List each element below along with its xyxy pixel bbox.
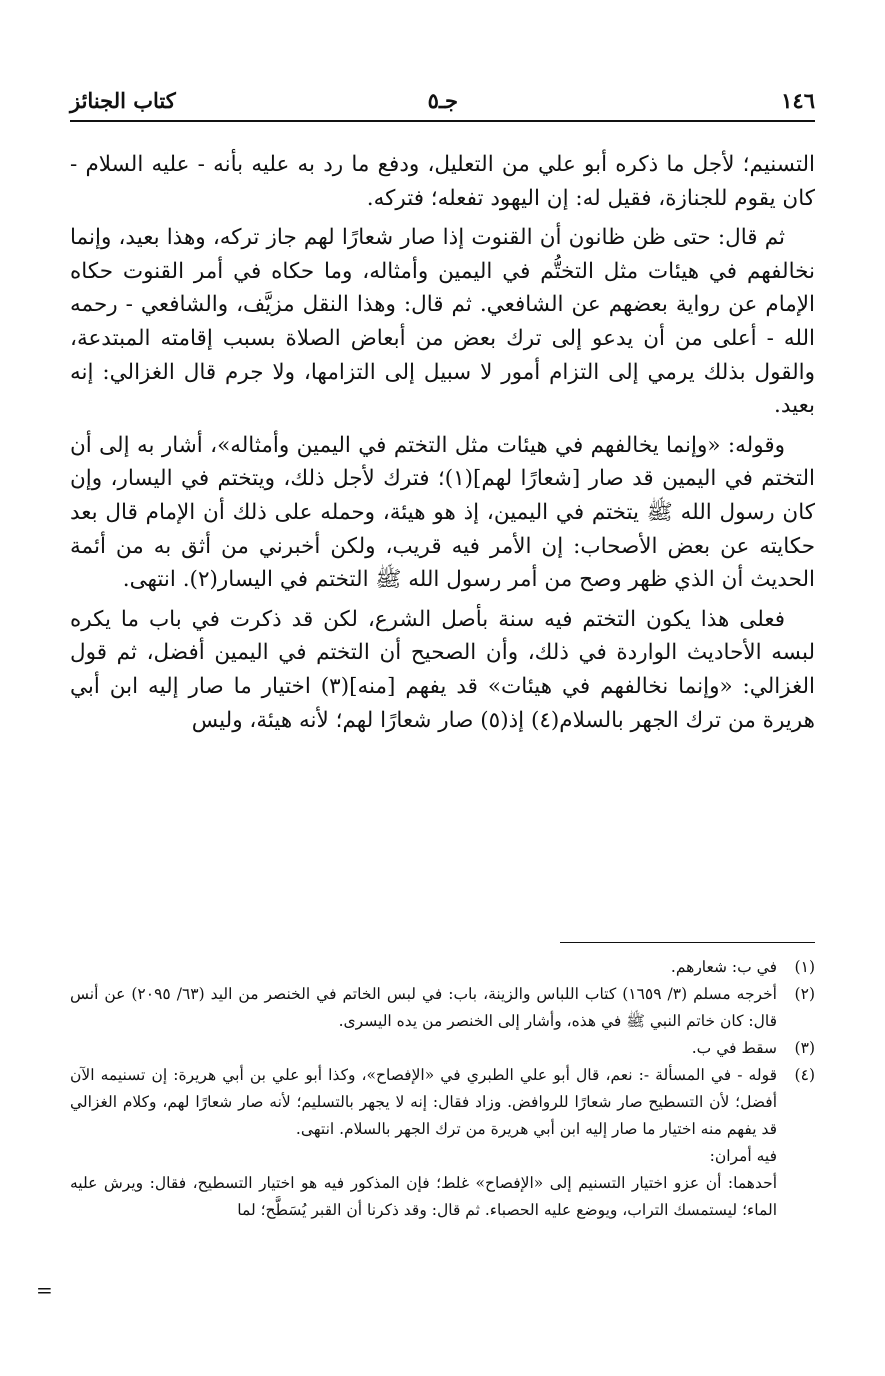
continuation-mark: = <box>36 1278 53 1302</box>
footnote-text: أخرجه مسلم (٣/ ١٦٥٩) كتاب اللباس والزينة، باب: في لبس الخاتم في الخنصر من اليد (٦٣/ ٢٠٩٥) عن أنس قال: كان خاتم النبي ﷺ في هذه، وأشار إلى الخنصر من يده اليسرى. <box>70 985 777 1030</box>
footnote <box>70 1035 815 1062</box>
footnote <box>70 954 815 981</box>
paragraph: وقوله: «وإنما يخالفهم في هيئات مثل التختم في اليمين وأمثاله»، أشار به إلى أن التختم في اليمين قد صار [شعارًا لهم](١)؛ فترك لأجل ذلك، ويتختم في اليسار، وإن كان رسول الله ﷺ يتختم في اليمين، إذ هو هيئة، وحمله على ذلك أن الإمام قال بعد حكايته عن بعض الأصحاب: إن الأمر فيه قريب، ولكن أخبرني من أثق به من أئمة الحديث أن الذي ظهر وصح من أمر رسول الله ﷺ التختم في اليسار(٢). انتهى. <box>70 432 815 593</box>
footnote-text: في ب: شعارهم. <box>670 958 777 976</box>
footnote-number: (٣) <box>794 1039 815 1057</box>
main-text <box>70 148 815 743</box>
paragraph: ثم قال: حتى ظن ظانون أن القنوت إذا صار شعارًا لهم جاز تركه، وهذا بعيد، وإنما نخالفهم في هيئات مثل التختُّم في اليمين وأمثاله، وما حكاه في أمر القنوت حكاه الإمام عن رواية بعضهم عن الشافعي. ثم قال: وهذا النقل مزيَّف، والشافعي - رحمه الله - أعلى من أن يدعو إلى ترك بعض من أبعاض الصلاة بسبب إقامته المبتدعة، والقول بذلك يرمي إلى التزام أمور لا سبيل إلى التزامها، ولا جرم قال الغزالي: إنه بعيد. <box>70 225 815 419</box>
footnote <box>70 1062 815 1224</box>
book-title: كتاب الجنائز <box>70 88 176 113</box>
footnote-number: (٤) <box>794 1066 815 1084</box>
page-number: ١٤٦ <box>781 88 815 113</box>
footnote-text: فيه أمران: <box>709 1147 777 1165</box>
paragraph: التسنيم؛ لأجل ما ذكره أبو علي من التعليل، ودفع ما رد به عليه بأنه - عليه السلام - كان يقوم للجنازة، فقيل له: إن اليهود تفعله؛ فتركه. <box>70 152 815 211</box>
footnote-text: أحدهما: أن عزو اختيار التسنيم إلى «الإفصاح» غلط؛ فإن المذكور فيه هو اختيار التسطيح، فقال: ويرش عليه الماء؛ ليستمسك التراب، ويوضع عليه الحصباء. ثم قال: وقد ذكرنا أن القبر يُسَطَّح؛ لما <box>70 1174 777 1219</box>
footnote-text: قوله - في المسألة -: نعم، قال أبو علي الطبري في «الإفصاح»، وكذا أبو علي بن أبي هريرة: إن تسنيمه الآن أفضل؛ لأن التسطيح صار شعارًا للروافض. وزاد فقال: إنه لا يجهر بالتسليم؛ لأنه صار شعارًا لهم، وكلام الغزالي قد يفهم منه اختيار ما صار إليه ابن أبي هريرة من ترك الجهر بالسلام. انتهى. <box>70 1066 777 1138</box>
page-header <box>70 84 815 122</box>
footnote <box>70 981 815 1035</box>
footnote-text: سقط في ب. <box>691 1039 777 1057</box>
paragraph: فعلى هذا يكون التختم فيه سنة بأصل الشرع، لكن قد ذكرت في باب ما يكره لبسه الأحاديث الواردة في ذلك، وأن الصحيح أن التختم في اليمين أفضل، ثم قول الغزالي: «وإنما نخالفهم في هيئات» قد يفهم [منه](٣) اختيار ما صار إليه ابن أبي هريرة من ترك الجهر بالسلام(٤) إذ(٥) صار شعارًا لهم؛ لأنه هيئة، وليس <box>70 606 815 733</box>
footnote-number: (٢) <box>794 985 815 1003</box>
volume-label: جـ٥ <box>427 88 459 113</box>
footnote-separator <box>560 942 815 943</box>
footnotes <box>70 954 815 1224</box>
footnote-number: (١) <box>794 958 815 976</box>
